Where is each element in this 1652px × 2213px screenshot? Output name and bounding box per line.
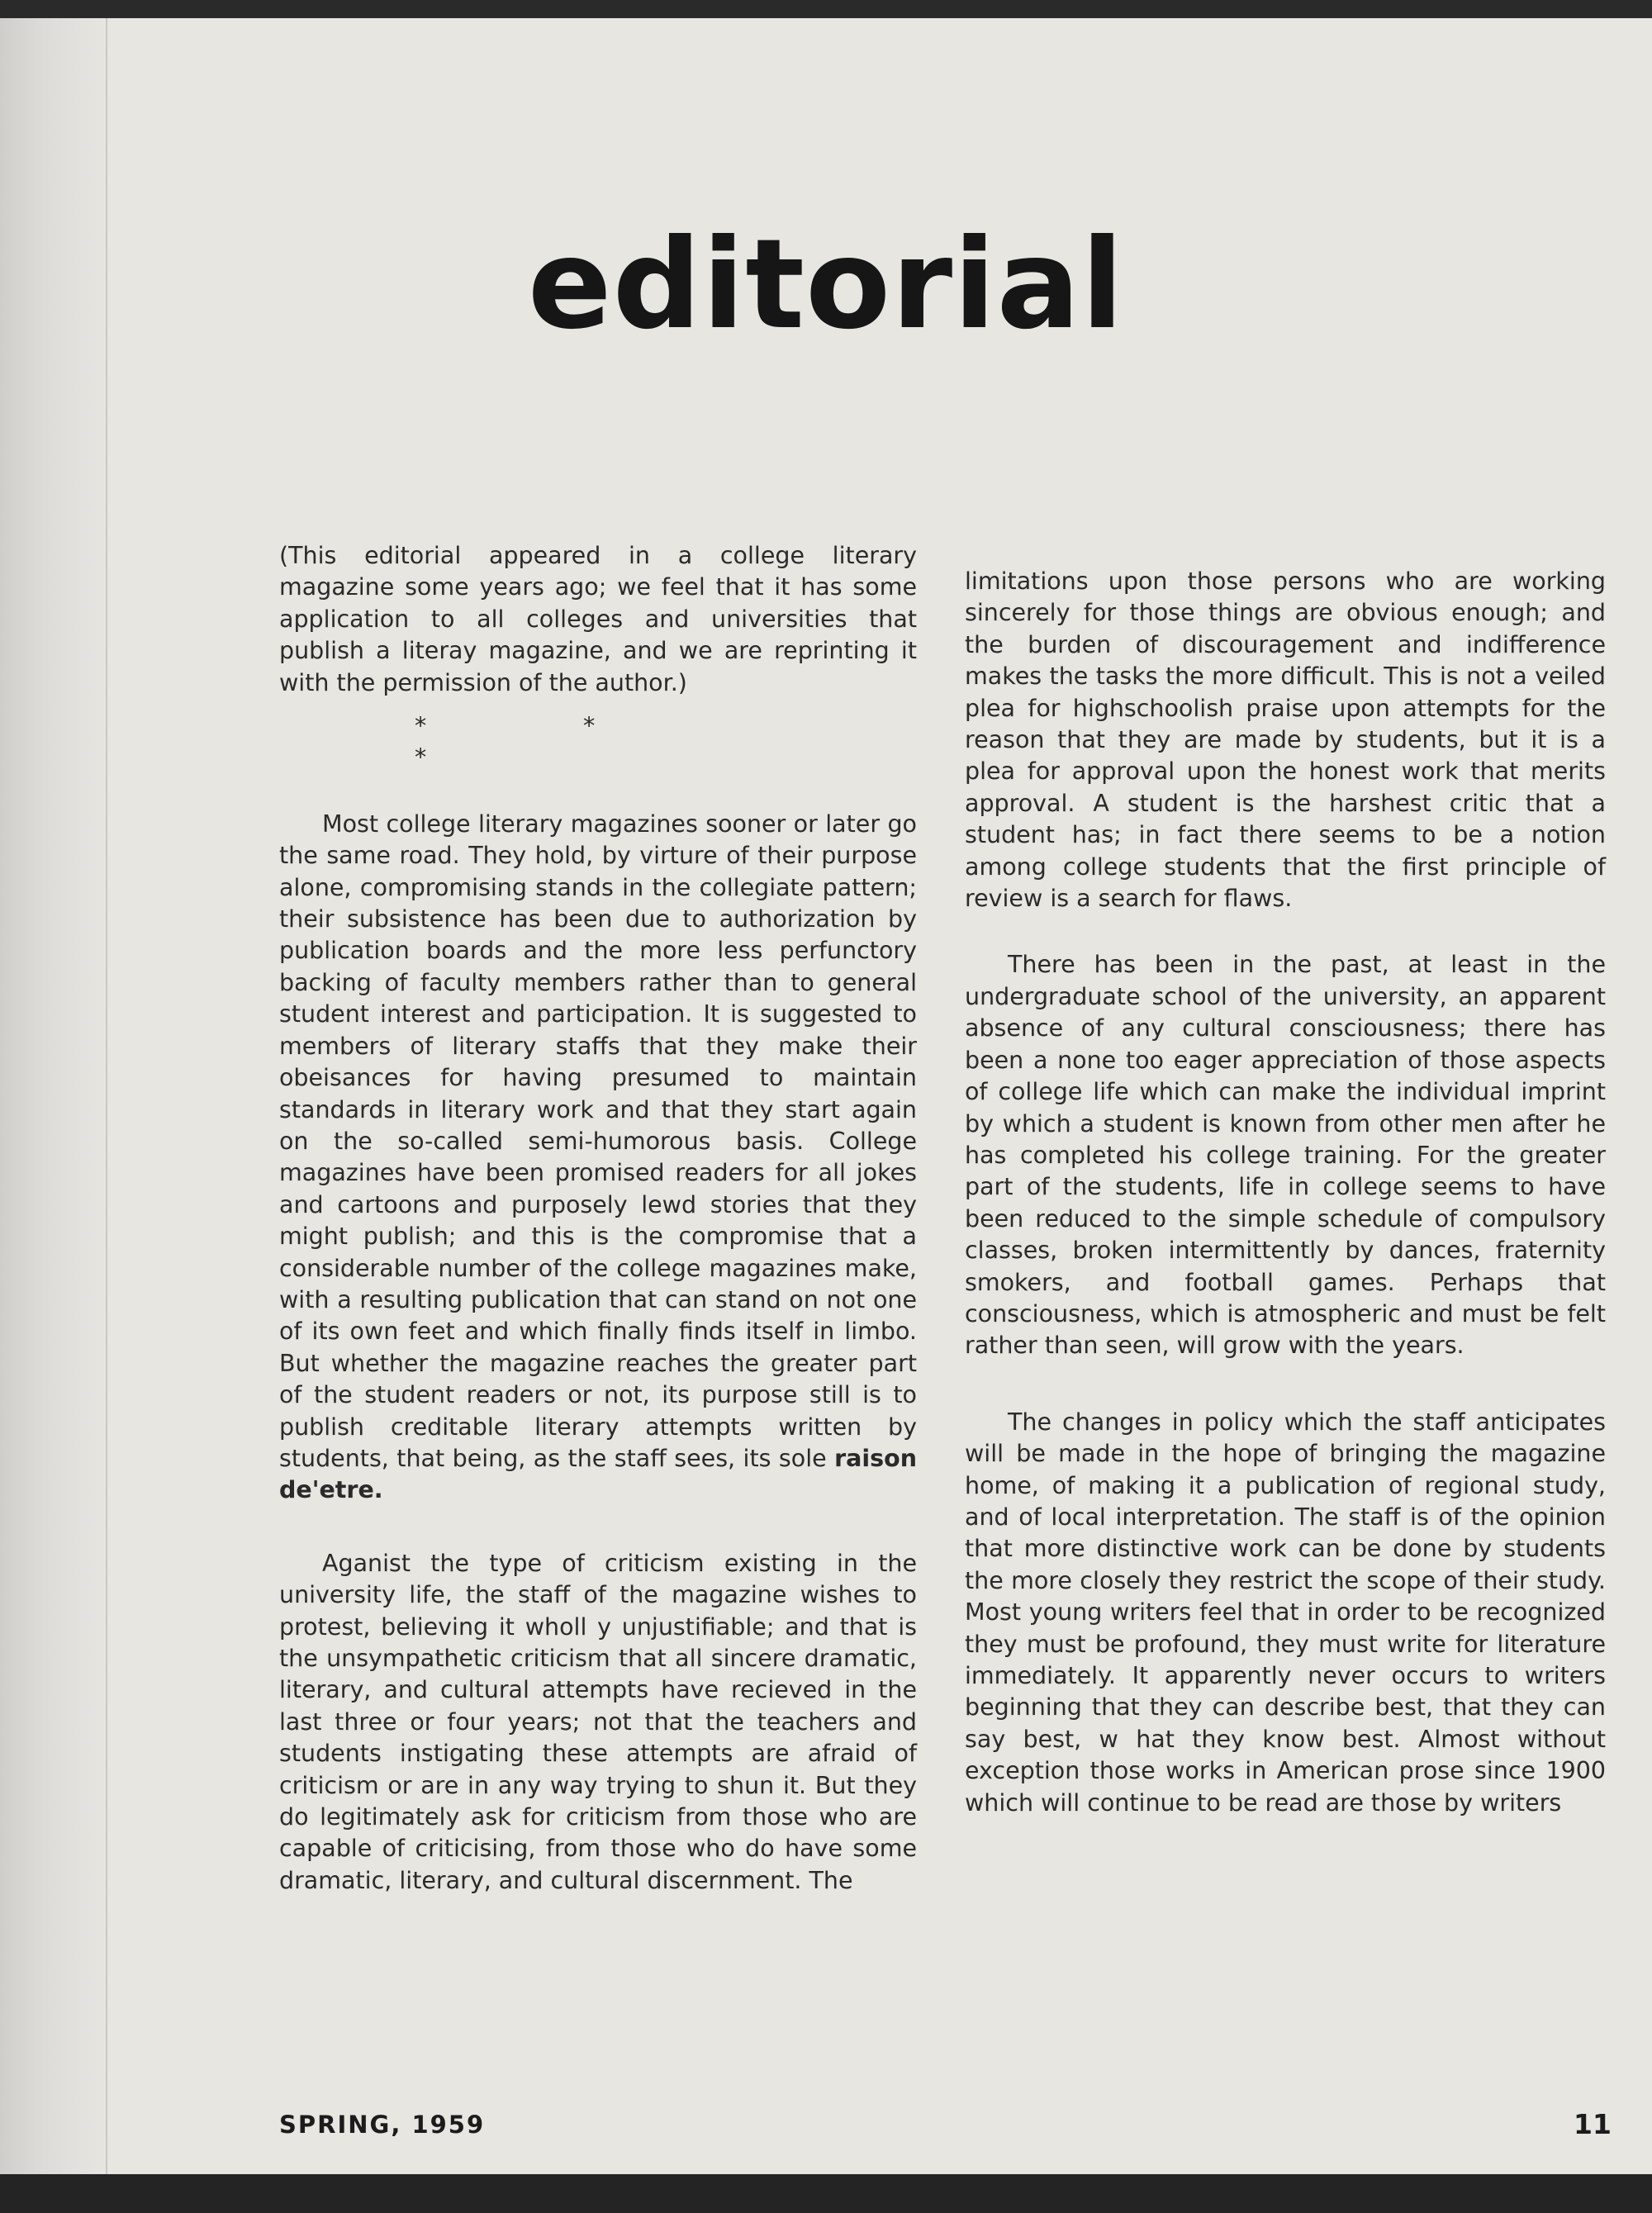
emphasis-raison-detre: raison de'etre. [279, 1444, 917, 1504]
right-paragraph-2: There has been in the past, at least in the undergraduate school of the university, an apparent absence of any cultural consciousness; there has been a none too eager appreciation of those aspects of college life which can make the individual imprint by which a student is known from other men after he has completed his college training. For the greater part of the students, life in college seems to have been reduced to the simple schedule of compulsory classes, broken intermittently by dances, fraternity smokers, and football games. Perhaps that consciousness, which is atmospheric and must be felt rather than seen, will grow with the years. [965, 951, 1606, 1360]
right-paragraph-1: limitations upon those persons who are working sincerely for those things are obvious enough; and the burden of discouragement and indifference makes the tasks the more difficult. This is not a veiled plea for highschoolish praise upon attempts for the reason that they are made by students, but it is a plea for approval upon the honest work that merits approval. A student is the harshest critic that a student has; in fact there seems to be a notion among college students that the first principle of review is a search for flaws. [965, 567, 1606, 913]
footer-page-number: 11 [1574, 2108, 1612, 2140]
intro-paragraph: (This editorial appeared in a college literary magazine some years ago; we feel that it has some application to all colleges and universities that publish a literay magazine, and we are reprinting it with the permission of the author.) [279, 542, 917, 696]
right-column [965, 566, 1606, 1819]
left-column [279, 540, 917, 1897]
left-paragraph-1-text: Most college literary magazines sooner or later go the same road. They hold, by virture of their purpose alone, compromising stands in the collegiate pattern; their subsistence has been due to authorization by publication boards and the more less perfunctory backing of faculty members rather than to general student interest and participation. It is suggested to members of literary staffs that they make their obeisances for having presumed to maintain standards in literary work and that they start again on the so-called semi-humorous basis. College magazines have been promised readers for all jokes and cartoons and purposely lewd stories that they might publish; and this is the compromise that a considerable number of the college magazines make, with a resulting publication that can stand on not one of its own feet and which finally finds itself in limbo. But whether the magazine reaches the greater part of the student readers or not, its purpose still is to publish creditable literary attempts written by students, that being, as the staff sees, its sole [279, 810, 917, 1472]
left-paragraph-1 [279, 809, 917, 1507]
footer-issue: SPRING, 1959 [279, 2111, 486, 2139]
star-1: * [415, 712, 427, 740]
right-paragraph-3: The changes in policy which the staff anticipates will be made in the hope of bringing the magazine home, of making it a publication of regional study, and of local interpretation. The staff is of the opinion that more distinctive work can be done by students the more closely they restrict the scope of their study. Most young writers feel that in order to be recognized they must be profound, they must write for literature immediately. It apparently never occurs to writers beginning that they can describe best, that they can say best, w hat they know best. Almost without exception those works in American prose since 1900 which will continue to be read are those by writers [965, 1408, 1606, 1816]
magazine-page [0, 18, 1652, 2174]
star-3: * [415, 743, 427, 772]
scan-bottom-edge [0, 2174, 1652, 2213]
page-title: editorial [527, 213, 1125, 357]
star-2: * [583, 712, 596, 740]
section-divider-stars [279, 710, 917, 774]
left-paragraph-2: Aganist the type of criticism existing in the university life, the staff of the magazine wishes to protest, believing it wholl y unjustifiable; and that is the unsympathetic criticism that all sincere dramatic, literary, and cultural attempts have recieved in the last three or four years; not that the teachers and students instigating these attempts are afraid of criticism or are in any way trying to shun it. But they do legitimately ask for criticism from those who are capable of criticising, from those who do have some dramatic, literary, and cultural discernment. The [279, 1549, 917, 1894]
